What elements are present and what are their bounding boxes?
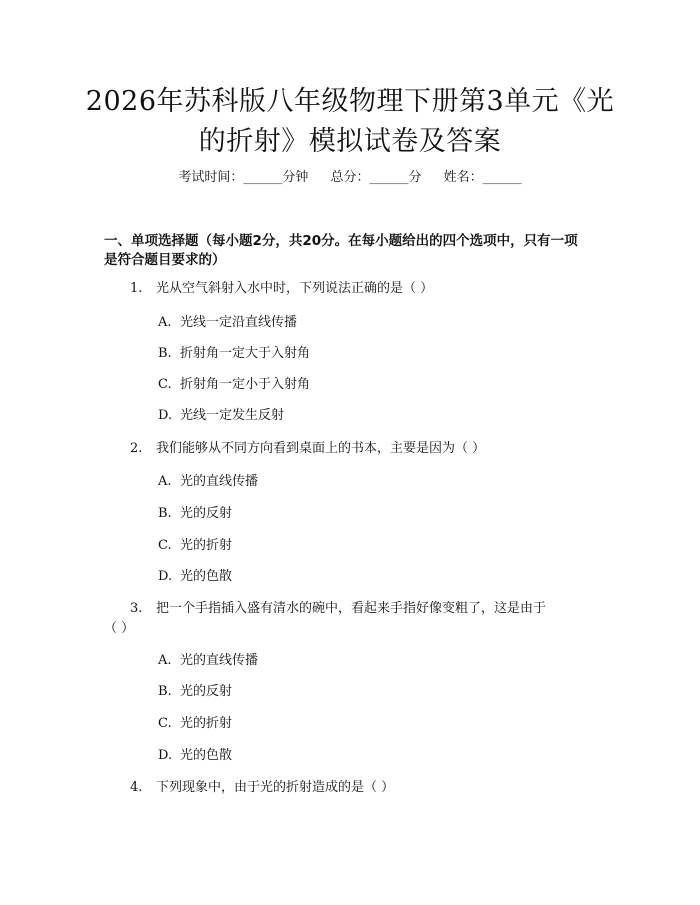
option-1b: B. 折射角一定大于入射角	[158, 346, 311, 361]
option-2c: C. 光的折射	[158, 538, 233, 553]
question-text: 光从空气斜射入水中时，下列说法正确的是（ ）	[156, 281, 434, 296]
exam-meta	[0, 168, 700, 188]
question-number: 3.	[130, 601, 143, 616]
section-heading: 一、单项选择题（每小题2分，共20分。在每小题给出的四个选项中，只有一项 是符合题目要求的）	[104, 233, 578, 268]
name-blank: ______	[482, 170, 522, 185]
option-2a: A. 光的直线传播	[158, 474, 259, 489]
option-1a: A. 光线一定沿直线传播	[158, 315, 298, 330]
exam-title	[60, 82, 640, 162]
option-1d: D. 光线一定发生反射	[158, 408, 285, 423]
option-3d: D. 光的色散	[158, 748, 233, 763]
student-name: 姓名：______	[443, 170, 522, 185]
question-3	[104, 598, 604, 620]
option-3b: B. 光的反射	[158, 684, 233, 699]
question-text: 下列现象中，由于光的折射造成的是（ ）	[156, 780, 395, 795]
option-2d: D. 光的色散	[158, 569, 233, 584]
question-2	[104, 438, 604, 460]
option-2b: B. 光的反射	[158, 506, 233, 521]
time-blank: ______	[243, 170, 283, 185]
question-1	[104, 278, 604, 300]
question-number: 2.	[130, 441, 143, 456]
option-1c: C. 折射角一定小于入射角	[158, 377, 311, 392]
option-3c: C. 光的折射	[158, 716, 233, 731]
question-text-line-1: 把一个手指插入盛有清水的碗中，看起来手指好像变粗了，这是由于	[156, 601, 547, 616]
option-3a: A. 光的直线传播	[158, 653, 259, 668]
question-3-cont	[104, 618, 604, 640]
question-text-line-2: （ ）	[104, 621, 135, 636]
title-line-2: 的折射》模拟试卷及答案	[198, 126, 502, 157]
question-number: 4.	[130, 780, 143, 795]
exam-time: 考试时间：______分钟	[178, 170, 309, 185]
question-4	[104, 777, 604, 799]
question-text: 我们能够从不同方向看到桌面上的书本，主要是因为（ ）	[156, 441, 486, 456]
total-score: 总分：______分	[330, 170, 422, 185]
score-blank: ______	[369, 170, 409, 185]
question-number: 1.	[130, 281, 143, 296]
title-line-1: 2026年苏科版八年级物理下册第3单元《光	[85, 86, 615, 117]
